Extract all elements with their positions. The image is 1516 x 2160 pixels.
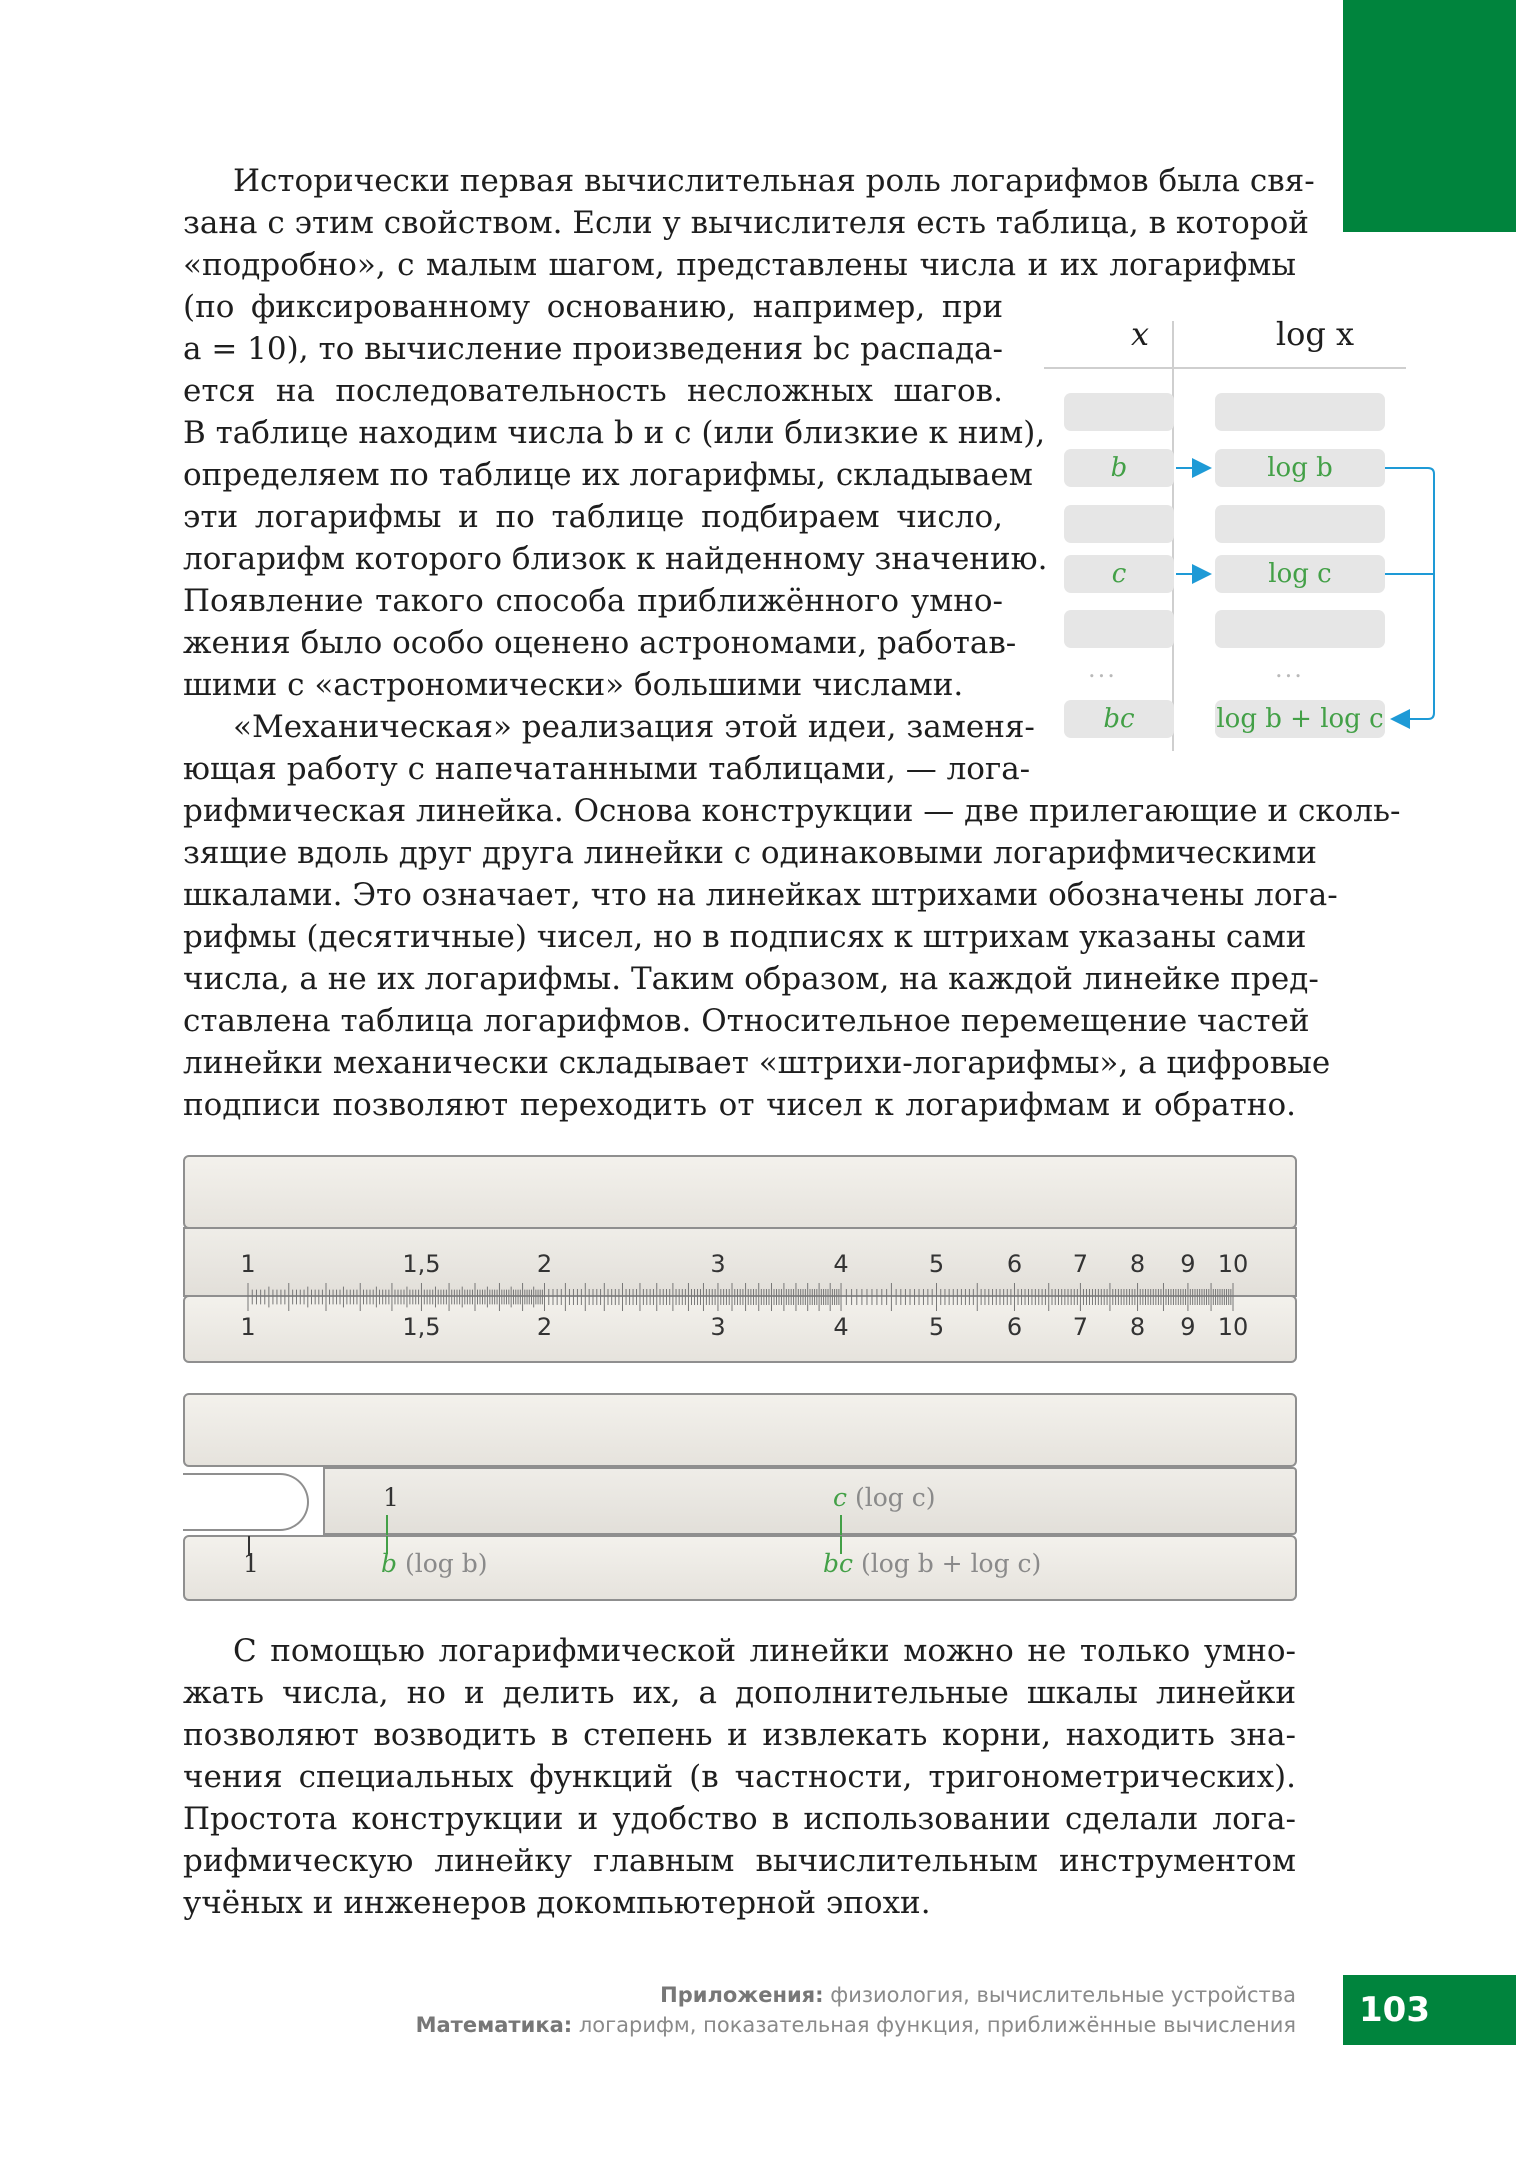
- table-cell-log-sum: log b + log c: [1215, 700, 1385, 738]
- text-line: ется на последовательность несложных шагов.: [183, 373, 1003, 409]
- scale-label-bottom: 10: [1217, 1313, 1249, 1341]
- slide-tick-c: [840, 1515, 842, 1535]
- scale-label-bottom: 8: [1129, 1313, 1146, 1341]
- scale-label-bottom: 6: [1006, 1313, 1023, 1341]
- base-label-one: 1: [243, 1549, 259, 1578]
- text-line: шими с «астрономически» большими числами.: [183, 667, 964, 703]
- arrow-log-b-to-sum: [1385, 468, 1434, 719]
- ruler-notch: [183, 1473, 309, 1531]
- text-line: С помощью логарифмической линейки можно не только умно-: [233, 1633, 1296, 1669]
- table-cell-log-b: log b: [1215, 449, 1385, 487]
- base-label-bc: bc (log b + log c): [823, 1549, 1042, 1578]
- text-line: рифмы (десятичные) чисел, но в подписях к штрихам указаны сами: [183, 919, 1307, 955]
- ruler-bottom-stock: [183, 1535, 1297, 1601]
- footer-label-mathematics: Математика:: [415, 2013, 573, 2037]
- text-line: (по фиксированному основанию, например, при: [183, 289, 1003, 325]
- slide-rule-multiplication: [183, 1393, 1297, 1603]
- text-line: рифмическую линейку главным вычислительным инструментом: [183, 1843, 1296, 1879]
- table-arrows: [1040, 315, 1450, 755]
- scale-label-bottom: 1,5: [402, 1313, 441, 1341]
- text-line: a = 10), то вычисление произведения bc распада-: [183, 331, 1003, 367]
- text-line: жения было особо оценено астрономами, работав-: [183, 625, 1017, 661]
- scale-label-top: 10: [1217, 1250, 1249, 1278]
- footer-applications: [660, 1983, 1296, 2007]
- scale-label-top: 9: [1180, 1250, 1196, 1278]
- text-line: «подробно», с малым шагом, представлены числа и их логарифмы: [183, 247, 1296, 283]
- text-line: Появление такого способа приближённого умно-: [183, 583, 1003, 619]
- footer-mathematics: [416, 2013, 1296, 2037]
- slide-tick-one: [386, 1515, 388, 1535]
- scale-label-top: 3: [710, 1250, 726, 1278]
- scale-label-bottom: 4: [833, 1313, 849, 1341]
- paragraph-conclusion: [183, 1630, 1296, 1924]
- scale-label-bottom: 2: [536, 1313, 553, 1341]
- text-line: жать числа, но и делить их, а дополнительные шкалы линейки: [183, 1675, 1296, 1711]
- scale-label-top: 6: [1006, 1250, 1023, 1278]
- column-header-log: log x: [1275, 315, 1355, 353]
- text-line: определяем по таблице их логарифмы, складываем: [183, 457, 1033, 493]
- ruler-slide-shifted: [323, 1467, 1297, 1535]
- table-cell-c: c: [1064, 555, 1174, 593]
- ruler-top-stock: [183, 1393, 1297, 1467]
- scale-label-top: 1: [240, 1250, 256, 1278]
- page-number: 103: [1343, 1975, 1516, 2045]
- text-line: В таблице находим числа b и c (или близкие к ним),: [183, 415, 1046, 451]
- scale-label-top: 8: [1129, 1250, 1146, 1278]
- text-line: эти логарифмы и по таблице подбираем число,: [183, 499, 1003, 535]
- scale-label-top: 7: [1072, 1250, 1089, 1278]
- text-line: ставлена таблица логарифмов. Относительное перемещение частей: [183, 1003, 1310, 1039]
- footer-text-mathematics: логарифм, показательная функция, приближённые вычисления: [578, 2013, 1296, 2037]
- log-table-figure: [1040, 315, 1450, 755]
- scale-label-top: 1,5: [402, 1250, 441, 1278]
- footer-text-applications: физиология, вычислительные устройства: [830, 1983, 1296, 2007]
- text-line: зящие вдоль друг друга линейки с одинаковыми логарифмическими: [183, 835, 1317, 871]
- text-line: ющая работу с напечатанными таблицами, — лога-: [183, 751, 1031, 787]
- text-line: Простота конструкции и удобство в использовании сделали лога-: [183, 1801, 1296, 1837]
- table-cell-log-c: log c: [1215, 555, 1385, 593]
- scale-label-top: 5: [928, 1250, 945, 1278]
- text-line: чения специальных функций (в частности, тригонометрических).: [183, 1759, 1296, 1795]
- text-line: учёных и инженеров докомпьютерной эпохи.: [183, 1885, 931, 1921]
- scale-label-top: 4: [833, 1250, 849, 1278]
- column-header-x: x: [1130, 315, 1150, 353]
- slide-rule-aligned: [183, 1155, 1297, 1365]
- text-line: зана с этим свойством. Если у вычислителя есть таблица, в которой: [183, 205, 1309, 241]
- table-cell-bc: bc: [1064, 700, 1174, 738]
- scale-label-bottom: 5: [928, 1313, 945, 1341]
- scale-label-bottom: 7: [1072, 1313, 1089, 1341]
- text-line: Исторически первая вычислительная роль логарифмов была свя-: [233, 163, 1315, 199]
- text-line: подписи позволяют переходить от чисел к логарифмам и обратно.: [183, 1087, 1296, 1123]
- scale-label-bottom: 1: [240, 1313, 256, 1341]
- text-line: логарифм которого близок к найденному значению.: [183, 541, 1048, 577]
- text-line: числа, а не их логарифмы. Таким образом, на каждой линейке пред-: [183, 961, 1319, 997]
- table-ellipsis: ...: [1088, 655, 1117, 683]
- text-line: рифмическая линейка. Основа конструкции — две прилегающие и сколь-: [183, 793, 1401, 829]
- text-line: позволяют возводить в степень и извлекать корни, находить зна-: [183, 1717, 1296, 1753]
- chapter-tab: [1343, 0, 1516, 232]
- slide-label-one: 1: [383, 1483, 399, 1512]
- base-label-b: b (log b): [381, 1549, 488, 1578]
- scale-label-bottom: 3: [710, 1313, 726, 1341]
- table-cell-b: b: [1064, 449, 1174, 487]
- footer-label-applications: Приложения:: [660, 1983, 824, 2007]
- scale-label-bottom: 9: [1180, 1313, 1196, 1341]
- slide-label-c: c (log c): [833, 1483, 936, 1512]
- table-ellipsis: ...: [1275, 655, 1304, 683]
- text-line: линейки механически складывает «штрихи-логарифмы», а цифровые: [183, 1045, 1331, 1081]
- text-line: шкалами. Это означает, что на линейках штрихами обозначены лога-: [183, 877, 1338, 913]
- scale-label-top: 2: [536, 1250, 553, 1278]
- text-line: «Механическая» реализация этой идеи, заменя-: [233, 709, 1035, 745]
